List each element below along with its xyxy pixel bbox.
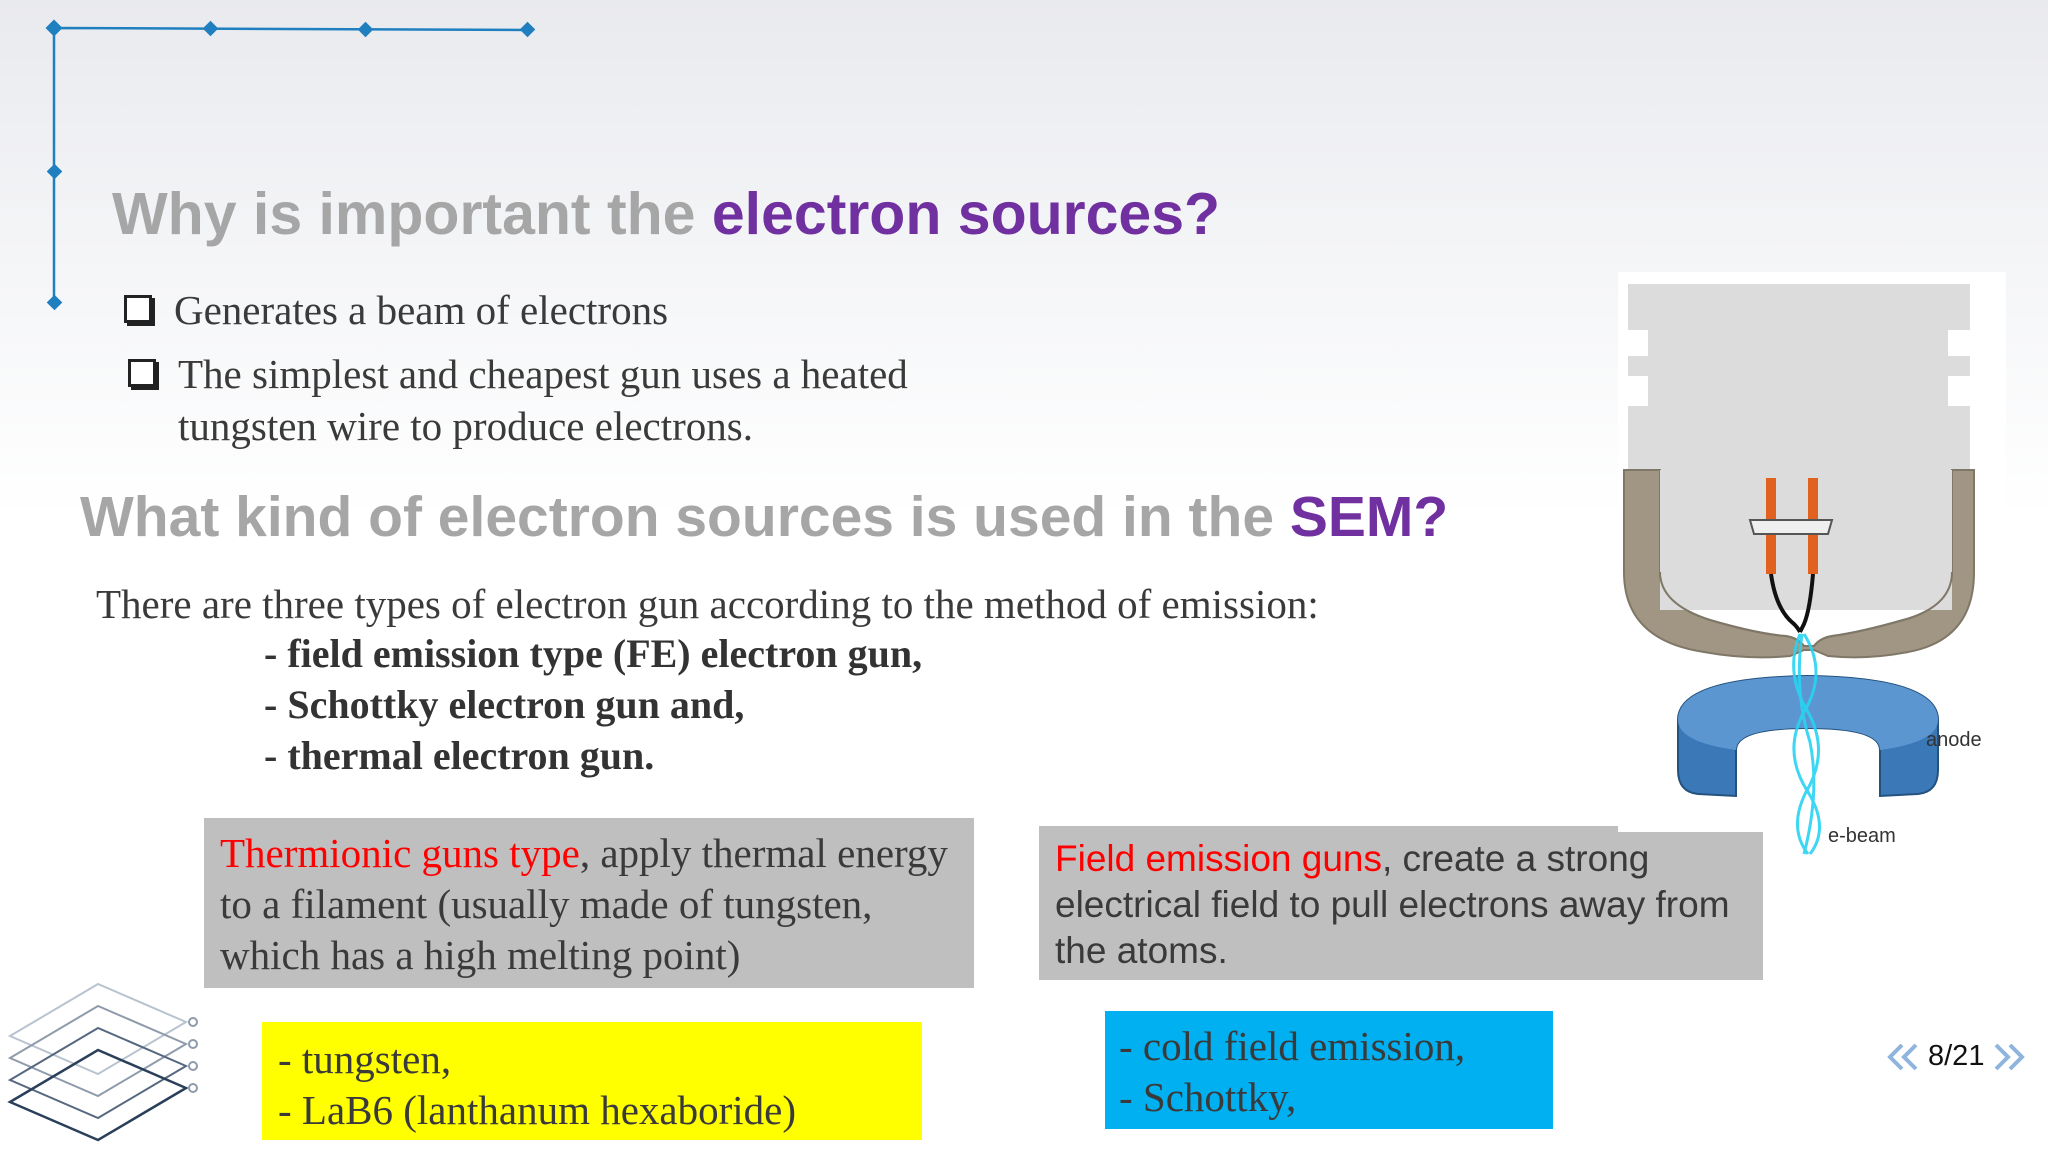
- title-prefix: Why is important the: [112, 181, 712, 247]
- ebeam-label: e-beam: [1828, 825, 1896, 847]
- section-title-prefix: What kind of electron sources is used in the: [80, 485, 1290, 549]
- double-chevron-left-icon[interactable]: [1882, 1042, 1922, 1072]
- corner-frame-decoration: [0, 0, 560, 320]
- field-emission-list-box: [1105, 1011, 1553, 1129]
- thermionic-highlight: Thermionic guns type: [220, 830, 580, 876]
- field-emission-text: , create a strong electrical field to pull electrons away from the atoms.: [1055, 838, 1730, 971]
- electron-gun-diagram: [1618, 272, 2008, 872]
- bullet-text: The simplest and cheapest gun uses a heated tungsten wire to produce electrons.: [178, 351, 908, 449]
- title-accent: electron sources?: [711, 181, 1221, 247]
- anode-label: anode: [1926, 729, 1982, 751]
- thermionic-box: [204, 818, 974, 988]
- list-item: - cold field emission,: [1119, 1023, 1466, 1069]
- section-title-accent: SEM?: [1289, 485, 1449, 549]
- checkbox-icon: [128, 359, 156, 387]
- bullet-text: Generates a beam of electrons: [174, 287, 669, 333]
- field-emission-highlight: Field emission guns: [1055, 838, 1382, 879]
- layers-decoration: [0, 976, 220, 1152]
- section-title: [80, 484, 1448, 550]
- gun-type-item: - field emission type (FE) electron gun,: [264, 631, 923, 676]
- intro-text: There are three types of electron gun according to the method of emission:: [96, 581, 1319, 627]
- bullet-item: [128, 348, 1028, 452]
- slide-title: [112, 180, 1220, 248]
- bullet-item: [124, 284, 668, 336]
- list-item: - LaB6 (lanthanum hexaboride): [278, 1087, 797, 1133]
- list-item: - tungsten,: [278, 1036, 452, 1082]
- double-chevron-right-icon[interactable]: [1990, 1042, 2030, 1072]
- page-navigation: [1882, 1040, 2030, 1073]
- checkbox-icon: [124, 295, 152, 323]
- page-number: 8/21: [1928, 1040, 1985, 1072]
- thermionic-list-box: [262, 1022, 922, 1140]
- gun-type-item: - thermal electron gun.: [264, 733, 655, 778]
- list-item: - Schottky,: [1119, 1074, 1297, 1120]
- gun-type-item: - Schottky electron gun and,: [264, 682, 745, 727]
- thermionic-text: , apply thermal energy to a filament (usually made of tungsten, which has a high melting point): [220, 830, 948, 978]
